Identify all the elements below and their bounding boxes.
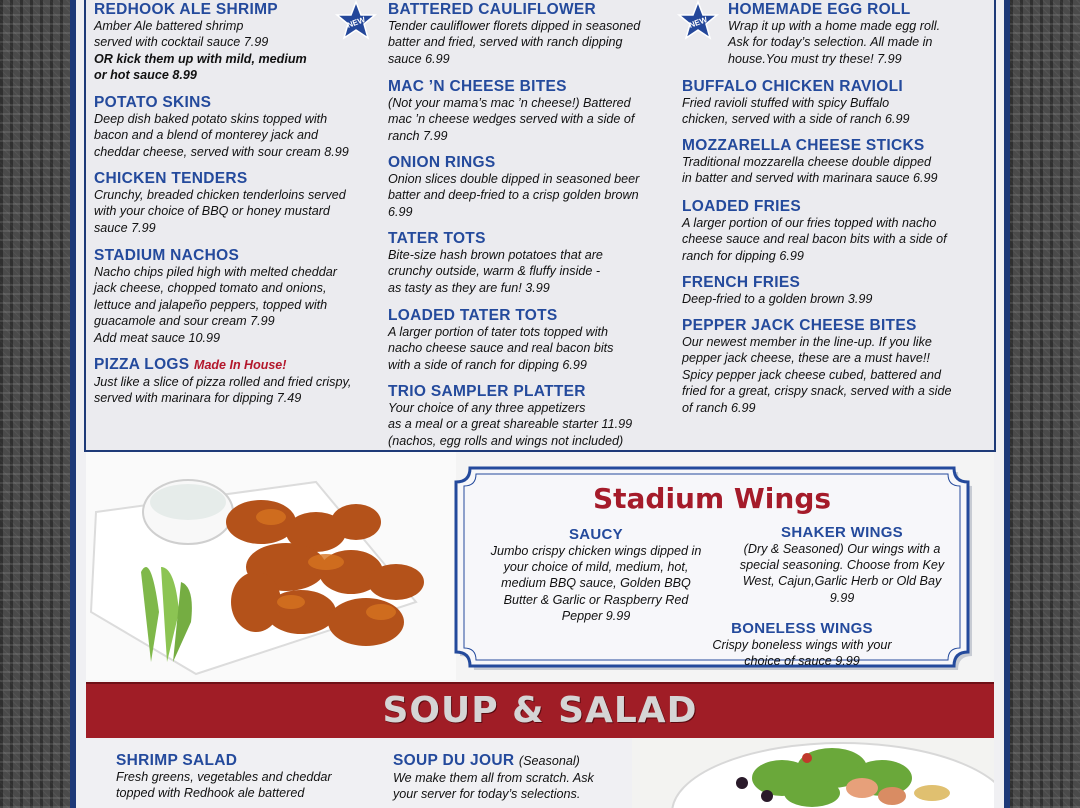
item-desc: Traditional mozzarella cheese double dipped <box>682 155 931 169</box>
menu-item-stadium-nachos <box>94 247 379 346</box>
salad-plate-image <box>632 738 994 808</box>
item-desc: served with marinara for dipping 7.49 <box>94 391 302 406</box>
item-desc: Ask for today’s selection. All made in <box>728 35 933 50</box>
wings-item-desc: West, Cajun,Garlic Herb or Old Bay <box>742 574 942 589</box>
item-desc: sauce 7.99 <box>94 220 156 235</box>
wings-title: Stadium Wings <box>592 482 832 515</box>
item-desc: of ranch 6.99 <box>682 400 756 415</box>
soup-salad-title: SOUP & SALAD <box>382 690 698 731</box>
wings-shaker <box>722 524 962 606</box>
item-name: FRENCH FRIES <box>682 274 801 291</box>
menu-item-trio-sampler-platter <box>388 383 673 449</box>
wings-boneless <box>672 620 932 669</box>
item-name: SHRIMP SALAD <box>116 752 238 769</box>
menu-item-loaded-tater-tots <box>388 307 673 373</box>
menu-item-chicken-tenders <box>94 170 379 236</box>
item-desc: Onion slices double dipped in seasoned beer <box>388 172 640 186</box>
item-desc: Deep-fried to a golden brown 3.99 <box>682 292 873 306</box>
menu-item-battered-cauliflower <box>388 1 673 67</box>
item-name: MOZZARELLA CHEESE STICKS <box>682 137 925 154</box>
soup-salad-section <box>86 738 994 808</box>
item-name: BUFFALO CHICKEN RAVIOLI <box>682 78 904 95</box>
wings-item-name: BONELESS WINGS <box>731 620 873 637</box>
item-desc: Crunchy, breaded chicken tenderloins served <box>94 188 346 202</box>
item-name: TATER TOTS <box>388 230 486 247</box>
item-desc: cheese sauce and real bacon bits with a side of <box>682 232 947 247</box>
wings-section <box>86 452 994 682</box>
seasonal-note: (Seasonal) <box>518 754 580 768</box>
wings-item-desc: medium BBQ sauce, Golden BBQ <box>501 576 691 591</box>
wings-item-name: SHAKER WINGS <box>781 524 903 541</box>
wings-saucy <box>466 526 726 624</box>
item-desc: A larger portion of our fries topped with nacho <box>682 216 937 230</box>
menu-item-homemade-egg-roll <box>728 1 978 67</box>
item-name: PEPPER JACK CHEESE BITES <box>682 317 917 334</box>
item-desc: as a meal or a great shareable starter 11.99 <box>388 417 633 432</box>
wings-item-desc: Butter & Garlic or Raspberry Red <box>503 592 689 607</box>
stadium-wings-box <box>452 464 972 670</box>
item-desc: nacho cheese sauce and real bacon bits <box>388 341 614 356</box>
item-name: STADIUM NACHOS <box>94 247 240 264</box>
item-desc: A larger portion of tater tots topped with <box>388 325 609 339</box>
item-desc: Our newest member in the line-up. If you like <box>682 335 932 349</box>
item-desc: as tasty as they are fun! 3.99 <box>388 280 550 295</box>
wings-item-desc: choice of sauce 9.99 <box>744 654 860 669</box>
menu-item-soup-du-jour <box>393 752 653 803</box>
item-desc: Deep dish baked potato skins topped with <box>94 112 328 126</box>
item-name: PIZZA LOGS <box>94 356 190 373</box>
wings-item-desc: Pepper 9.99 <box>561 608 631 623</box>
wings-item-desc: special seasoning. Choose from Key <box>739 558 945 573</box>
item-desc: (Not your mama’s mac ’n cheese!) Battered <box>388 96 631 110</box>
item-desc: Tender cauliflower florets dipped in seasoned <box>388 19 641 33</box>
wings-item-desc: Jumbo crispy chicken wings dipped in <box>490 544 702 558</box>
menu-item-buffalo-chicken-ravioli <box>682 78 982 128</box>
menu-item-tater-tots <box>388 230 673 296</box>
salad-photo <box>632 738 994 808</box>
item-desc: with your choice of BBQ or honey mustard <box>94 204 330 219</box>
wings-plate-image <box>86 452 456 680</box>
item-name: MAC ’N CHEESE BITES <box>388 78 567 95</box>
new-badge-label: NEW <box>687 15 709 30</box>
wings-item-desc: your choice of mild, medium, hot, <box>503 560 689 575</box>
item-name: ONION RINGS <box>388 154 496 171</box>
wings-photo <box>86 452 456 680</box>
item-desc: Fried ravioli stuffed with spicy Buffalo <box>682 96 890 110</box>
item-desc: batter and fried, served with ranch dipping <box>388 35 623 50</box>
new-badge-star-icon <box>334 0 378 44</box>
item-name: HOMEMADE EGG ROLL <box>728 1 911 18</box>
menu-item-french-fries <box>682 274 982 307</box>
item-desc: your server for today’s selections. <box>393 787 581 802</box>
wings-item-name: SAUCY <box>568 526 623 543</box>
item-name: SOUP DU JOUR <box>393 752 515 769</box>
menu-item-mac-n-cheese-bites <box>388 78 673 144</box>
item-name: CHICKEN TENDERS <box>94 170 248 187</box>
item-desc: topped with Redhook ale battered <box>116 786 305 801</box>
item-option: or hot sauce 8.99 <box>94 68 197 83</box>
item-desc: served with cocktail sauce 7.99 <box>94 35 269 50</box>
made-in-house-tag: Made In House! <box>194 358 287 372</box>
soup-salad-banner <box>86 682 994 740</box>
item-desc: guacamole and sour cream 7.99 <box>94 314 275 329</box>
item-desc: sauce 6.99 <box>388 51 450 66</box>
item-desc: batter and deep-fried to a crisp golden brown <box>388 188 639 203</box>
item-desc: We make them all from scratch. Ask <box>393 771 594 785</box>
item-name: LOADED FRIES <box>682 198 801 215</box>
item-desc: Wrap it up with a home made egg roll. <box>728 19 941 33</box>
menu-item-shrimp-salad <box>116 752 396 802</box>
item-desc: Just like a slice of pizza rolled and fried crispy, <box>94 375 352 389</box>
item-desc: jack cheese, chopped tomato and onions, <box>94 281 327 296</box>
new-badge-label: NEW <box>345 15 367 30</box>
menu-item-pizza-logs <box>94 356 384 407</box>
item-desc: ranch 7.99 <box>388 128 448 143</box>
item-desc: chicken, served with a side of ranch 6.99 <box>682 112 910 127</box>
item-desc: 6.99 <box>388 204 413 219</box>
item-name: BATTERED CAULIFLOWER <box>388 1 597 18</box>
item-desc: crunchy outside, warm & fluffy inside - <box>388 264 601 279</box>
item-desc: (nachos, egg rolls and wings not included) <box>388 433 624 448</box>
item-name: TRIO SAMPLER PLATTER <box>388 383 586 400</box>
item-desc: Add meat sauce 10.99 <box>94 330 221 345</box>
item-desc: bacon and a blend of monterey jack and <box>94 128 319 143</box>
menu-item-onion-rings <box>388 154 673 220</box>
item-desc: Amber Ale battered shrimp <box>94 19 244 33</box>
item-name: REDHOOK ALE SHRIMP <box>94 1 278 18</box>
wings-item-desc: 9.99 <box>829 590 855 605</box>
menu-item-mozzarella-cheese-sticks <box>682 137 982 187</box>
item-desc: Nacho chips piled high with melted cheddar <box>94 265 337 279</box>
item-name: POTATO SKINS <box>94 94 212 111</box>
item-desc: Fresh greens, vegetables and cheddar <box>116 770 332 784</box>
item-desc: mac ’n cheese wedges served with a side of <box>388 112 635 127</box>
wings-item-desc: (Dry & Seasoned) Our wings with a <box>743 542 941 556</box>
item-desc: Bite-size hash brown potatoes that are <box>388 248 603 262</box>
item-desc: house.You must try these! 7.99 <box>728 51 902 66</box>
wings-item-desc: Crispy boneless wings with your <box>712 638 892 652</box>
menu-item-loaded-fries <box>682 198 982 264</box>
item-desc: cheddar cheese, served with sour cream 8.99 <box>94 144 349 159</box>
item-desc: lettuce and jalapeño peppers, topped with <box>94 297 328 312</box>
menu-item-potato-skins <box>94 94 379 160</box>
item-desc: Spicy pepper jack cheese cubed, battered and <box>682 367 942 382</box>
item-desc: Your choice of any three appetizers <box>388 401 586 415</box>
item-option: OR kick them up with mild, medium <box>94 51 307 66</box>
new-badge-star-icon <box>676 0 720 44</box>
item-desc: in batter and served with marinara sauce 6.99 <box>682 171 938 186</box>
item-desc: with a side of ranch for dipping 6.99 <box>388 357 587 372</box>
item-desc: fried for a great, crispy snack, served with a side <box>682 384 952 399</box>
menu-item-pepper-jack-cheese-bites <box>682 317 982 416</box>
item-desc: ranch for dipping 6.99 <box>682 248 804 263</box>
item-desc: pepper jack cheese, these are a must have!! <box>682 351 930 366</box>
item-name: LOADED TATER TOTS <box>388 307 558 324</box>
